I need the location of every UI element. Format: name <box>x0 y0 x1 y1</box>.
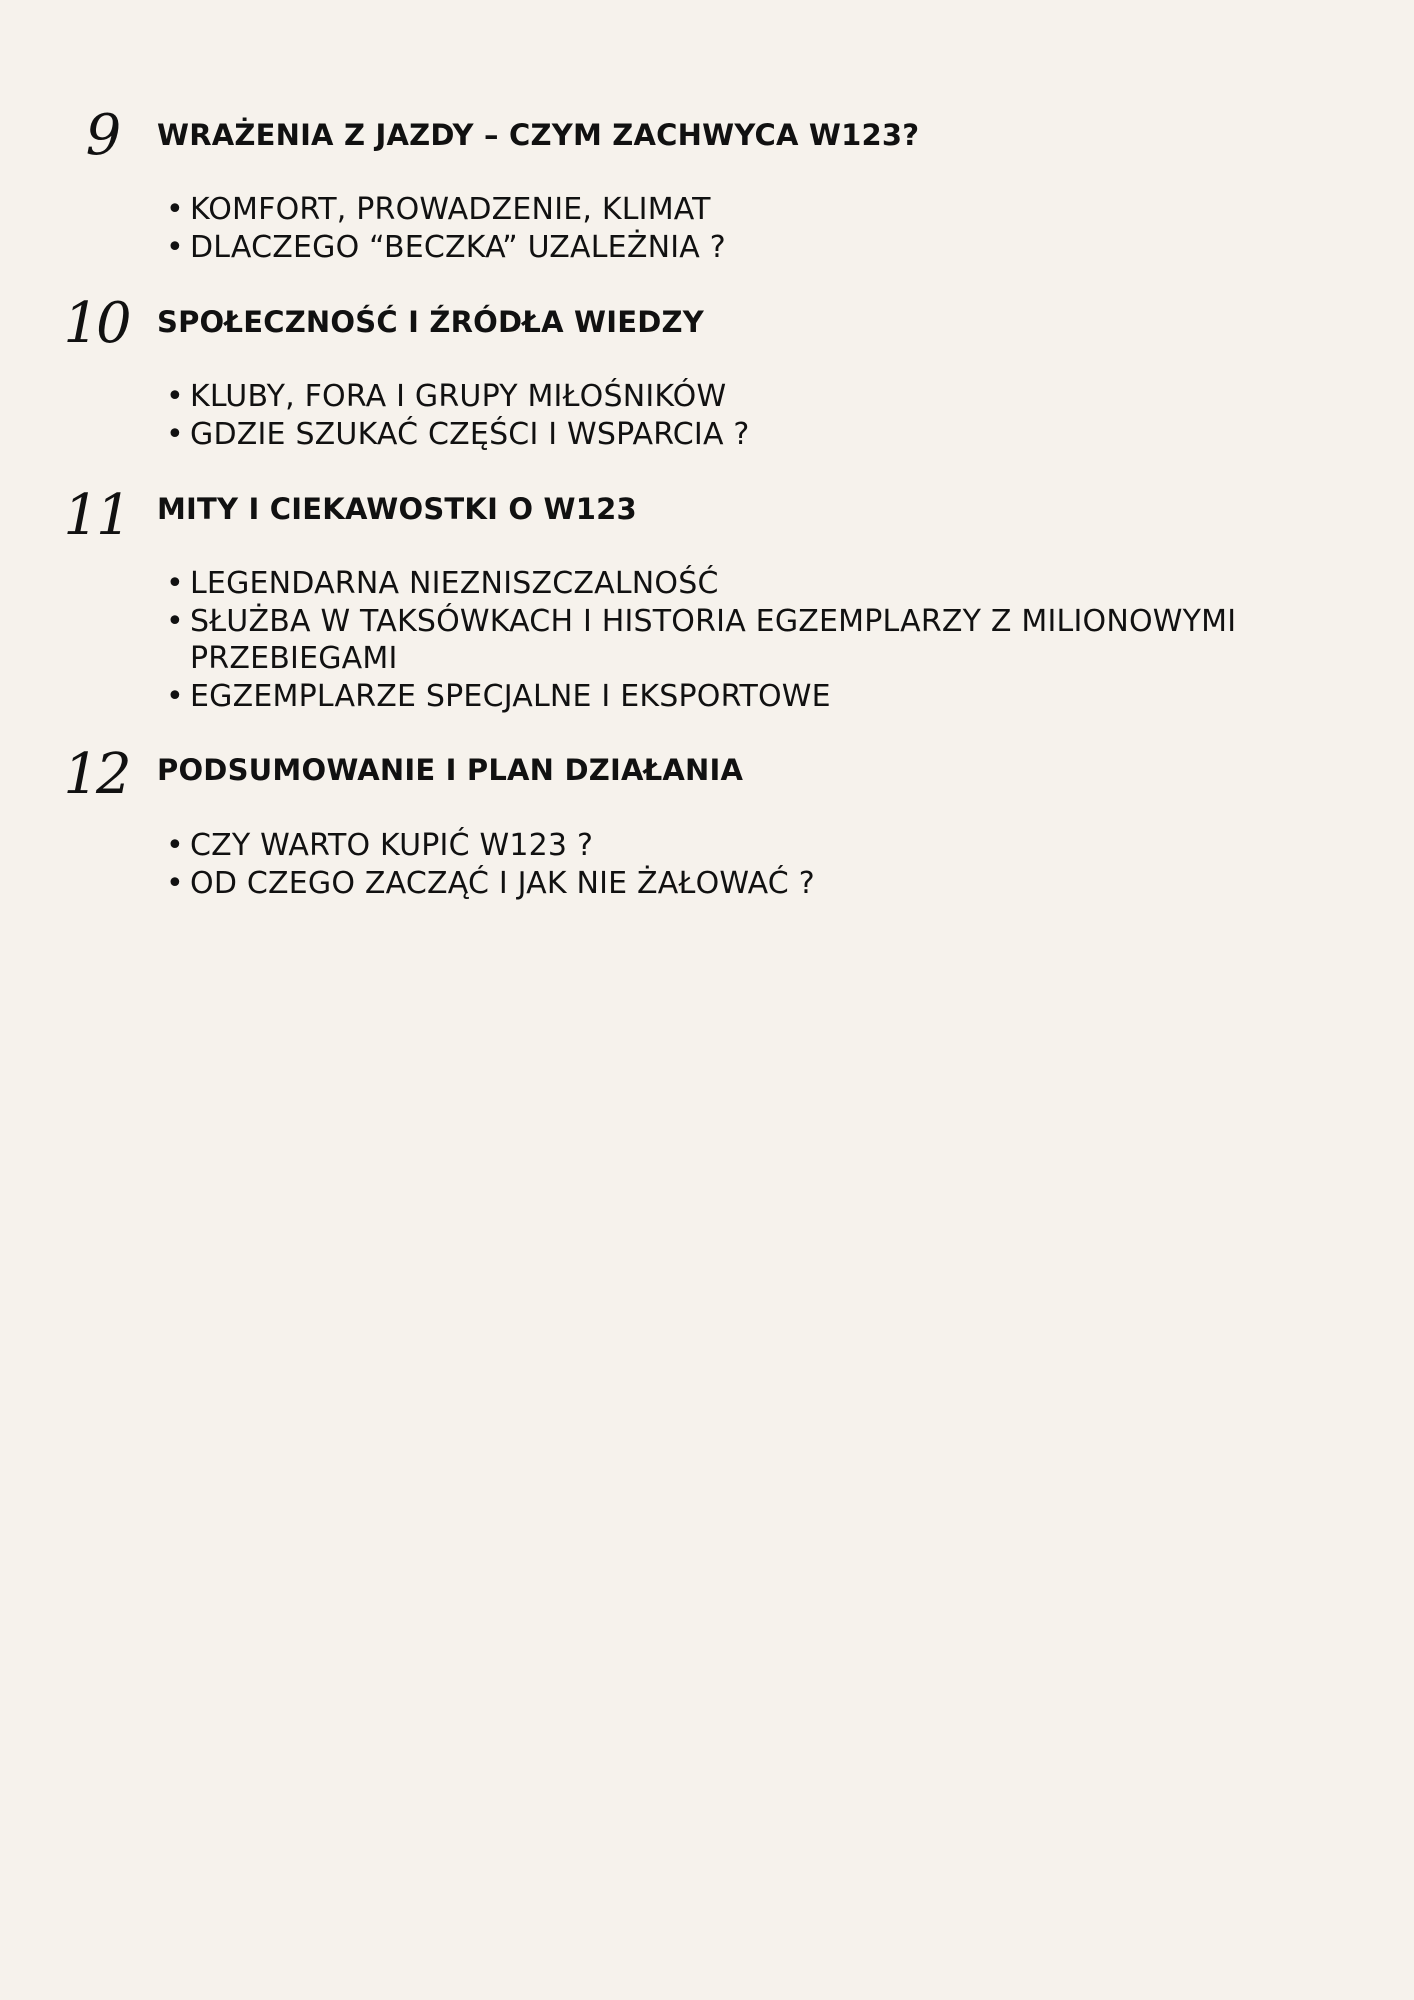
list-item <box>166 827 1296 865</box>
list-item <box>166 378 1296 416</box>
section-items <box>166 827 1296 902</box>
list-item <box>166 416 1296 454</box>
list-item-text: CZY WARTO KUPIĆ W123 ? <box>190 828 594 863</box>
list-item-text: LEGENDARNA NIEZNISZCZALNOŚĆ <box>190 566 719 601</box>
list-item-text: SŁUŻBA W TAKSÓWKACH I HISTORIA EGZEMPLARZY Z MILIONOWYMI PRZEBIEGAMI <box>190 603 1237 676</box>
bullet-icon: • <box>166 379 184 414</box>
list-item <box>166 603 1296 678</box>
bullet-icon: • <box>166 229 184 265</box>
list-item-text: KOMFORT, PROWADZENIE, KLIMAT <box>190 192 711 227</box>
section-title: MITY I CIEKAWOSTKI O W123 <box>157 492 637 526</box>
section-items <box>166 191 1296 266</box>
bullet-icon: • <box>166 865 184 901</box>
section-title: SPOŁECZNOŚĆ I ŹRÓDŁA WIEDZY <box>157 305 704 339</box>
list-item <box>166 191 1296 229</box>
section-title: PODSUMOWANIE I PLAN DZIAŁANIA <box>157 753 744 787</box>
list-item <box>166 229 1296 267</box>
bullet-icon: • <box>166 828 184 863</box>
bullet-icon: • <box>166 678 184 714</box>
list-item <box>166 865 1296 903</box>
bullet-icon: • <box>166 603 184 639</box>
list-item <box>166 565 1296 603</box>
list-item-text: GDZIE SZUKAĆ CZĘŚCI I WSPARCIA ? <box>190 416 750 452</box>
bullet-icon: • <box>166 416 184 452</box>
section-number: 12 <box>63 742 129 807</box>
section-items <box>166 565 1296 715</box>
bullet-icon: • <box>166 192 184 227</box>
list-item-text: DLACZEGO “BECZKA” UZALEŻNIA ? <box>190 229 726 265</box>
bullet-icon: • <box>166 566 184 601</box>
section-items <box>166 378 1296 453</box>
list-item <box>166 678 1296 716</box>
list-item-text: KLUBY, FORA I GRUPY MIŁOŚNIKÓW <box>190 379 727 414</box>
section-number: 10 <box>63 291 129 356</box>
section-title: WRAŻENIA Z JAZDY – CZYM ZACHWYCA W123? <box>157 118 920 152</box>
list-item-text: EGZEMPLARZE SPECJALNE I EKSPORTOWE <box>190 678 831 714</box>
section-number: 11 <box>63 483 129 548</box>
section-number: 9 <box>85 103 119 168</box>
list-item-text: OD CZEGO ZACZĄĆ I JAK NIE ŻAŁOWAĆ ? <box>190 865 815 901</box>
